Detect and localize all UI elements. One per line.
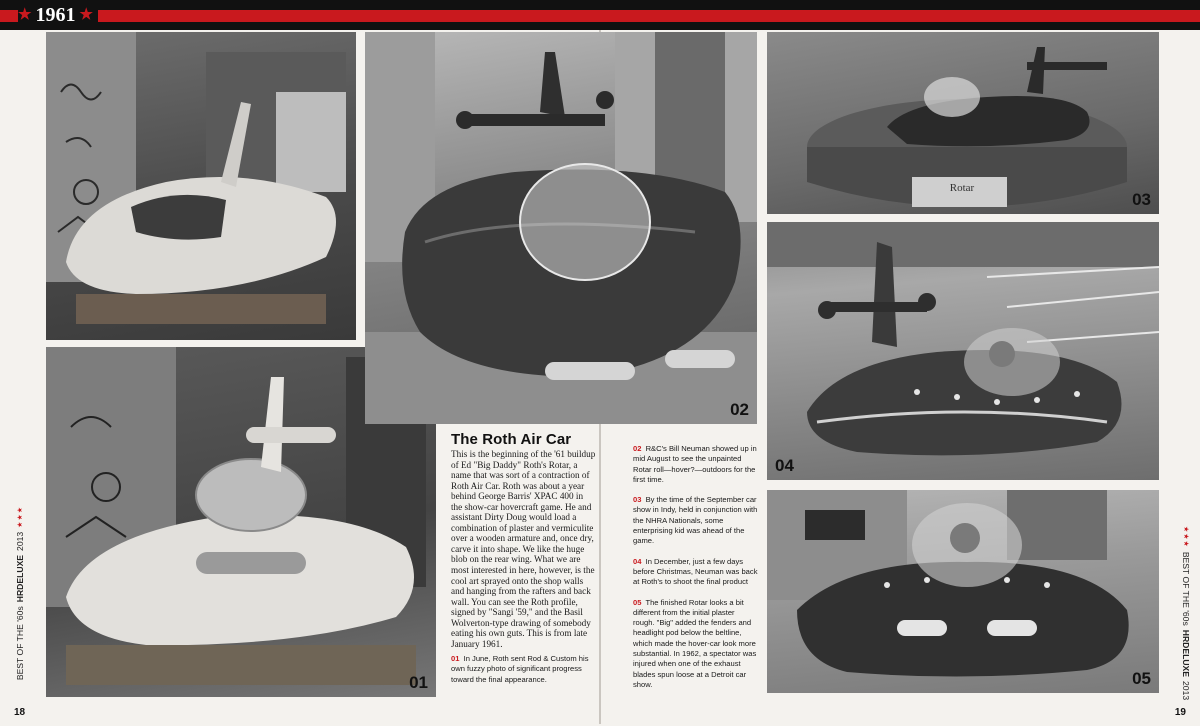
- caption-number: 03: [633, 495, 642, 505]
- photo-03-model-on-plaque: [767, 32, 1159, 214]
- folio-left-year: 2013: [15, 531, 25, 551]
- star-icon: ★: [79, 6, 93, 23]
- photo-number-01: 01: [409, 673, 428, 692]
- page-header-bar: [0, 0, 1200, 30]
- folio-right-stars-icon: ★★★: [1182, 526, 1189, 548]
- photo-04-image: [767, 222, 1159, 480]
- photo-number-03: 03: [1132, 190, 1151, 209]
- folio-right-year: 2013: [1181, 681, 1191, 701]
- right-captions-column: [633, 444, 758, 700]
- year-label: 1961: [35, 3, 76, 26]
- caption-number: 02: [633, 444, 642, 453]
- caption-03: [633, 495, 758, 546]
- folio-left-stars-icon: ★★★: [17, 506, 24, 528]
- folio-left: [14, 506, 26, 706]
- photo-number-02: 02: [730, 400, 749, 419]
- photo-05-finished-rotar: [767, 490, 1159, 693]
- photo-04-parking-lot: [767, 222, 1159, 480]
- photo-plaster-buck: [46, 32, 356, 340]
- caption-number: 05: [633, 597, 642, 607]
- caption-text: By the time of the September car show in Indy, held in conjunction with the NHRA Nationals, some enterprising kid was ahead of the game.: [633, 495, 758, 546]
- caption-01: [451, 654, 594, 685]
- folio-right: [1180, 526, 1192, 726]
- plaque-label: Rotar: [949, 182, 975, 194]
- year-badge: [18, 2, 98, 28]
- star-icon: ★: [18, 6, 32, 23]
- page-number-right: 19: [1174, 707, 1186, 718]
- folio-right-text: BEST OF THE '60s: [1181, 551, 1191, 626]
- article-body: This is the beginning of the '61 buildup of Ed "Big Daddy" Roth's Rotar, a name that was sort of a contraction of Roth Air Car. Roth was about a year behind George Barris' XPAC 400 in the show-car hovercraft game. He and assistant Dirty Doug would load a combination of plaster and vermiculite over a wooden armature and, once dry, carve it into shape. We like the huge blob on the rear wing. What we are most interested in here, however, is the cool art sprayed onto the shop walls and hanging from the rafters and back wall. You can see the Roth profile, signed by "Sangi '59," and the Basil Wolverton-type drawing of somebody eating his own guts. This is from late January 1961.: [451, 449, 596, 649]
- caption-02: [633, 444, 758, 485]
- photo-plaster-buck-image: [46, 32, 356, 340]
- caption-text: In December, just a few days before Christmas, Neuman was back at Roth's to shoot the final product: [633, 556, 758, 587]
- folio-left-brand: HRDELUXE: [15, 554, 25, 603]
- caption-number: 04: [633, 556, 642, 566]
- caption-04: [633, 557, 758, 588]
- page-number-left: 18: [14, 707, 26, 718]
- photo-02-image: [365, 32, 757, 424]
- header-red-stripe: [0, 6, 1200, 23]
- caption-text: The finished Rotar looks a bit different from the initial plaster rough. "Big" added the fenders and headlight pod below the beltline, which made the hover-car look more substantial. In 1962, a spectator was injured when one of the exhaust blades spun loose at a Detroit car show.: [633, 597, 757, 689]
- article-title: The Roth Air Car: [451, 431, 572, 448]
- caption-05: [633, 598, 758, 691]
- caption-number: 01: [451, 654, 460, 663]
- photo-number-04: 04: [775, 456, 794, 475]
- caption-text: R&C's Bill Neuman showed up in mid August to see the unpainted Rotar roll—hover?—outdoors for the first time.: [633, 444, 757, 484]
- caption-text: In June, Roth sent Rod & Custom his own fuzzy photo of significant progress toward the final appearance.: [451, 654, 589, 684]
- photo-05-image: [767, 490, 1159, 693]
- photo-number-05: 05: [1132, 669, 1151, 688]
- folio-left-text: BEST OF THE '60s: [15, 606, 25, 681]
- folio-right-brand: HRDELUXE: [1181, 629, 1191, 678]
- photo-02-unpainted-rotar: [365, 32, 757, 424]
